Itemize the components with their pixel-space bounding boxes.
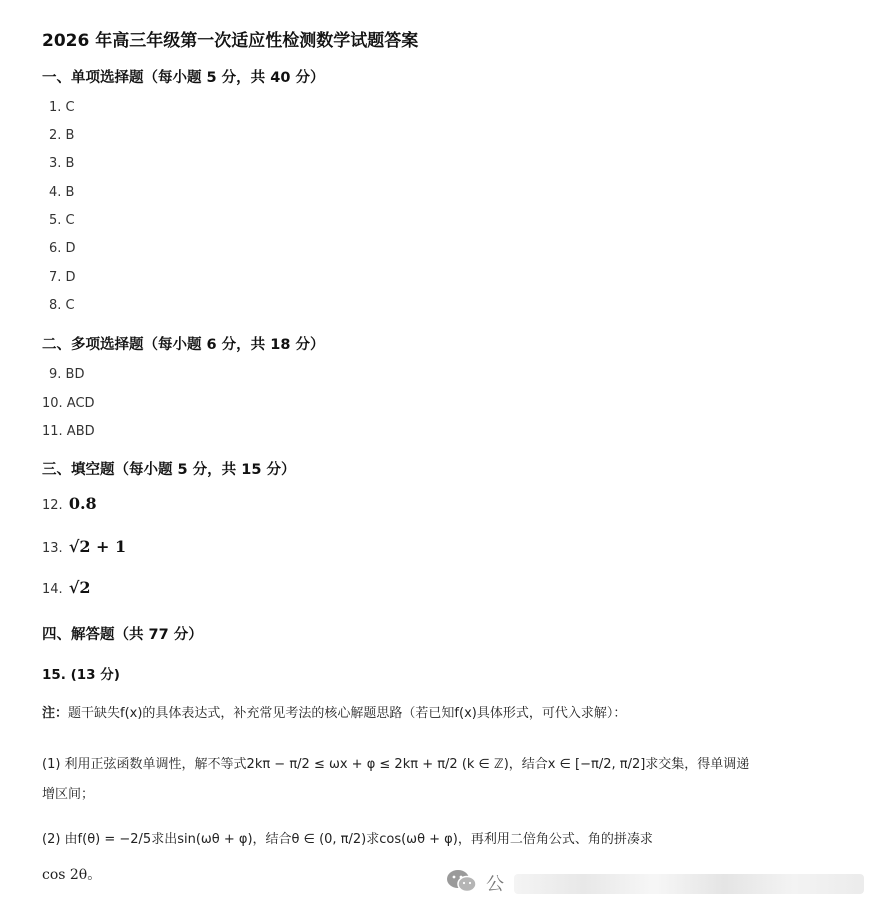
answer-value: 0.8	[68, 494, 97, 513]
answer-item: 1. C	[49, 100, 75, 115]
fill-answer-14	[42, 578, 90, 597]
answer-item: 8. C	[49, 298, 75, 313]
watermark-blur	[514, 874, 864, 894]
answer-number: 13.	[42, 541, 63, 556]
note-line	[42, 702, 626, 721]
section-heading-single-choice: 一、单项选择题（每小题 5 分，共 40 分）	[42, 70, 325, 86]
page-title: 2026 年高三年级第一次适应性检测数学试题答案	[42, 31, 419, 51]
solution-part-1: (1) 利用正弦函数单调性，解不等式2kπ − π/2 ≤ ωx + φ ≤ 2kπ + π/2 (k ∈ ℤ)，结合x ∈ [−π/2, π/2]求交集，得单调递增区间；	[42, 757, 750, 802]
watermark	[446, 866, 866, 900]
wechat-icon	[446, 868, 478, 894]
note-label: 注：	[42, 706, 69, 721]
solution-part-2-end: cos 2θ。	[42, 867, 102, 883]
fill-answer-13	[42, 537, 126, 556]
answer-item: 9. BD	[49, 367, 85, 382]
note-text: 题干缺失f(x)的具体表达式，补充常见考法的核心解题思路（若已知f(x)具体形式，可代入求解）：	[68, 706, 627, 721]
section-heading-solutions: 四、解答题（共 77 分）	[42, 627, 203, 643]
answer-item: 4. B	[49, 185, 75, 200]
answer-item: 11. ABD	[42, 424, 95, 439]
solution-part-2: (2) 由f(θ) = −2/5求出sin(ωθ + φ)，结合θ ∈ (0, π/2)求cos(ωθ + φ)，再利用二倍角公式、角的拼凑求	[42, 832, 653, 847]
answer-item: 6. D	[49, 241, 76, 256]
answer-number: 12.	[42, 498, 63, 513]
answer-value: √2 + 1	[68, 537, 127, 556]
answer-item: 3. B	[49, 156, 75, 171]
question-15-heading: 15. (13 分)	[42, 667, 120, 683]
fill-answer-12	[42, 494, 97, 513]
answer-item: 5. C	[49, 213, 75, 228]
section-heading-multi-choice: 二、多项选择题（每小题 6 分，共 18 分）	[42, 337, 325, 353]
answer-item: 10. ACD	[42, 396, 95, 411]
answer-item: 2. B	[49, 128, 75, 143]
section-heading-fill-blank: 三、填空题（每小题 5 分，共 15 分）	[42, 462, 296, 478]
watermark-text: 公	[486, 874, 504, 895]
answer-number: 14.	[42, 582, 63, 597]
answer-value: √2	[68, 578, 91, 597]
answer-item: 7. D	[49, 270, 76, 285]
